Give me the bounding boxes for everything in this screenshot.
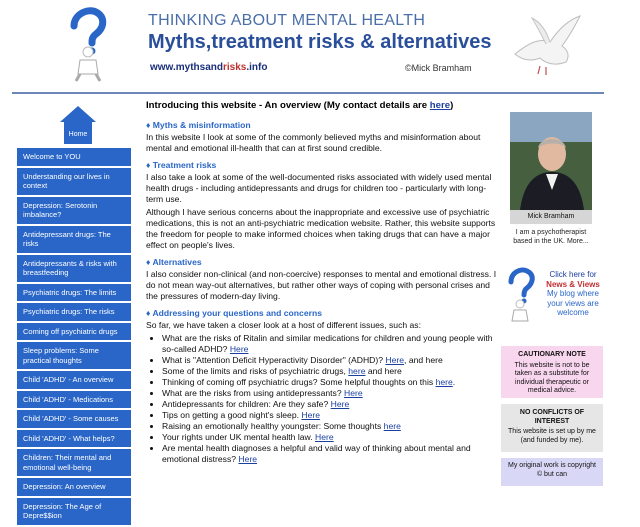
sidebar-item[interactable]: Depression: Serotonin imbalance? bbox=[17, 197, 131, 226]
sidebar-nav bbox=[17, 148, 131, 527]
dove-icon bbox=[510, 12, 585, 77]
sidebar-item[interactable]: Child 'ADHD' - Medications bbox=[17, 391, 131, 411]
section-title: ♦ Addressing your questions and concerns bbox=[146, 308, 322, 318]
sidebar-item[interactable]: Antidepressants & risks with breastfeeding bbox=[17, 255, 131, 284]
sidebar-item[interactable]: Coming off psychiatric drugs bbox=[17, 323, 131, 343]
home-icon[interactable] bbox=[58, 104, 98, 146]
section-text: I also consider non-clinical (and non-coercive) responses to mental and emotional distress. I do not mean way-out alternatives, but rather other ways of coping with personal crises and the pressures of modern-day living. bbox=[146, 269, 497, 301]
conflicts-note: NO CONFLICTS OF INTEREST This website is set up by me (and funded by me). bbox=[501, 404, 603, 452]
sidebar-item[interactable]: Psychiatric drugs: The limits bbox=[17, 284, 131, 304]
list-item: • Tips on getting a good night's sleep. Here bbox=[162, 410, 501, 421]
blog-link[interactable]: Click here for News & Views My blog where your views are welcome bbox=[546, 270, 600, 317]
topic-link[interactable]: here bbox=[383, 421, 401, 431]
topic-link[interactable]: Here bbox=[315, 432, 334, 442]
section-title: ♦ Myths & misinformation bbox=[146, 120, 251, 130]
list-item: • Your rights under UK mental health law. Here bbox=[162, 432, 501, 443]
sidebar-item[interactable]: Child 'ADHD' - An overview bbox=[17, 371, 131, 391]
topic-link[interactable]: Here bbox=[238, 454, 258, 464]
sidebar-item[interactable]: Welcome to YOU bbox=[17, 148, 131, 168]
topic-link[interactable]: here bbox=[348, 366, 366, 376]
list-item: • Antidepressants for children: Are they safe? Here bbox=[162, 399, 501, 410]
list-item: • Raising an emotionally healthy youngster: Some thoughts here bbox=[162, 421, 501, 432]
main-content bbox=[146, 100, 501, 465]
sidebar-item[interactable]: Children: Their mental and emotional well-being bbox=[17, 449, 131, 478]
sidebar-item[interactable]: Child 'ADHD' - What helps? bbox=[17, 430, 131, 450]
section-text: Although I have serious concerns about the inappropriate and excessive use of psychiatric medications, this is not an anti-psychiatric medication website. Rather, this website supports the freedom for people to make informed choices when taking drugs that can have a major effect on people's lives. bbox=[146, 207, 496, 250]
list-item: • Thinking of coming off psychiatric drugs? Some helpful thoughts on this here. bbox=[162, 377, 501, 388]
sidebar-item[interactable]: Psychiatric drugs: The risks bbox=[17, 303, 131, 323]
topic-link[interactable]: Here bbox=[385, 355, 405, 365]
sidebar-item[interactable]: Child 'ADHD' - Some causes bbox=[17, 410, 131, 430]
cautionary-note: CAUTIONARY NOTE This website is not to be taken as a substitute for individual therapeutic or medical advice. bbox=[501, 346, 603, 398]
list-item: • Are mental health diagnoses a helpful and valid way of thinking about mental and emotional distress? Here bbox=[162, 443, 501, 465]
question-man-icon bbox=[66, 8, 116, 82]
sidebar-item[interactable]: Depression: An overview bbox=[17, 478, 131, 498]
sidebar-item[interactable]: Understanding our lives in context bbox=[17, 168, 131, 197]
topic-link[interactable]: Here bbox=[330, 399, 350, 409]
topic-link[interactable]: Here bbox=[229, 344, 249, 354]
list-item: • What are the risks of Ritalin and similar medications for children and young people with so-called ADHD? Here bbox=[162, 333, 501, 355]
site-title: THINKING ABOUT MENTAL HEALTH bbox=[148, 12, 426, 29]
topic-link[interactable]: here bbox=[435, 377, 453, 387]
section-text: I also take a look at some of the well-documented risks associated with widely used mental health drugs - including antidepressants and drugs for children too - particularly with long-term use. bbox=[146, 172, 492, 204]
header-divider bbox=[12, 92, 604, 94]
list-item: • Some of the limits and risks of psychiatric drugs, here and here bbox=[162, 366, 501, 377]
site-subtitle: Myths,treatment risks & alternatives bbox=[148, 31, 492, 53]
copyright-note: My original work is copyright © but can bbox=[501, 458, 603, 486]
topics-list bbox=[162, 333, 501, 465]
sidebar-item[interactable]: Depression: The Age of Depre$$ion bbox=[17, 498, 131, 527]
author-bio[interactable]: I am a psychotherapist based in the UK. More... bbox=[513, 229, 589, 245]
home-label: Home bbox=[68, 131, 88, 138]
site-header bbox=[0, 0, 640, 92]
author-photo bbox=[510, 112, 592, 210]
sidebar-item[interactable]: Sleep problems: Some practical thoughts bbox=[17, 342, 131, 371]
section-text: In this website I look at some of the commonly believed myths and misinformation about mental and emotional ill-health that can at first sound credible. bbox=[146, 132, 481, 153]
section-title: ♦ Treatment risks bbox=[146, 160, 217, 170]
list-item: • What are the risks from using antidepressants? Here bbox=[162, 388, 501, 399]
photo-caption: Mick Bramham bbox=[510, 210, 592, 224]
topic-link[interactable]: Here bbox=[301, 410, 321, 420]
page-title: Introducing this website - An overview (My contact details are here) bbox=[146, 100, 454, 111]
sidebar-item[interactable]: Antidepressant drugs: The risks bbox=[17, 226, 131, 255]
site-url[interactable]: www.mythsandrisks.info bbox=[150, 62, 268, 73]
copyright: ©Mick Bramham bbox=[405, 63, 472, 73]
contact-link[interactable]: here bbox=[429, 100, 451, 111]
section-title: ♦ Alternatives bbox=[146, 257, 202, 267]
list-item: • What is "Attention Deficit Hyperactivity Disorder" (ADHD)? Here, and here bbox=[162, 355, 501, 366]
author-photo-image bbox=[510, 112, 592, 210]
topic-link[interactable]: Here bbox=[343, 388, 363, 398]
question-man-icon bbox=[505, 268, 541, 328]
section-text: So far, we have taken a closer look at a host of different issues, such as: bbox=[146, 320, 421, 330]
